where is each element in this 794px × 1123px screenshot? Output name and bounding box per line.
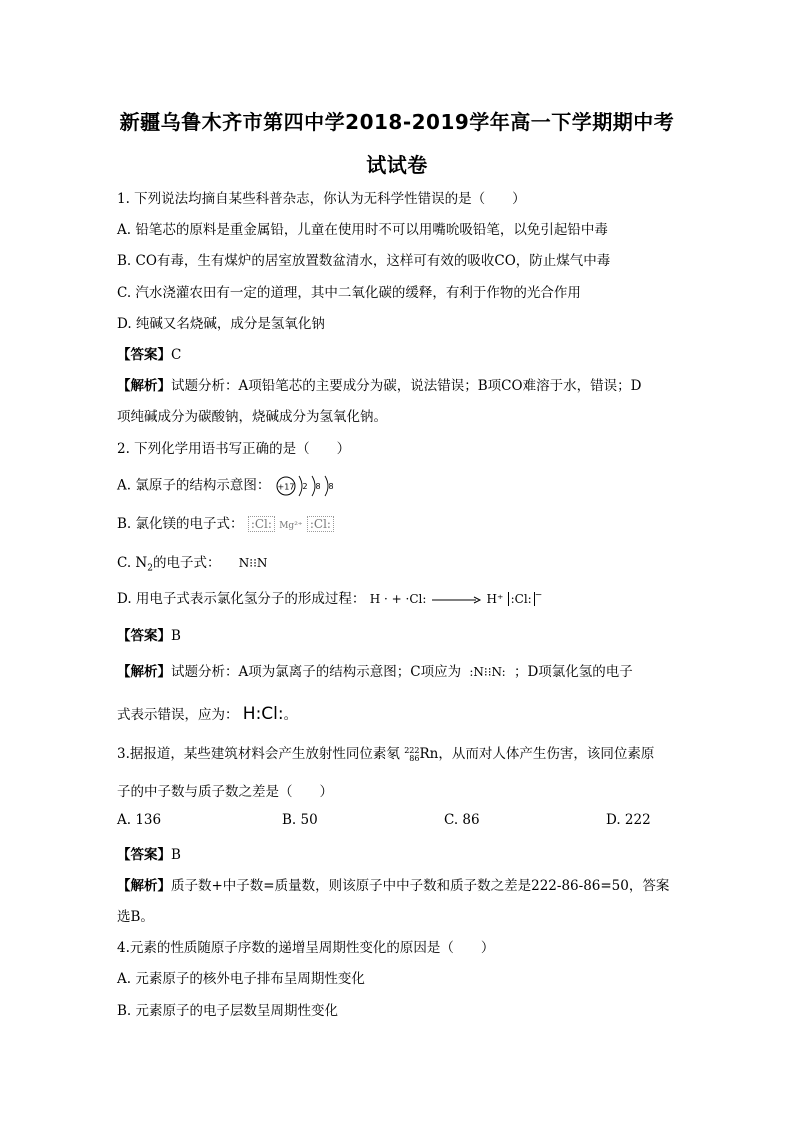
q3-option-b: B. 50 (282, 812, 318, 828)
shell-3-count: 8 (328, 482, 334, 491)
radon-symbol: Rn (419, 746, 439, 762)
q3-option-c: C. 86 (444, 812, 480, 828)
hcl-correct-formula: H:Cl: (242, 704, 284, 724)
q2-option-a (117, 472, 341, 500)
q2-option-b (117, 512, 334, 532)
shell-2-count: 8 (315, 482, 321, 491)
analysis-text-d: 。 (283, 707, 298, 723)
n2-correct-formula: :N⁝⁝N: (469, 665, 506, 679)
hcl-formation-left: H · + ·Cl: (369, 592, 431, 606)
q4-option-a: A. 元素原子的核外电子排布呈周期性变化 (117, 971, 365, 987)
q3-stem-line1 (117, 742, 654, 763)
answer-tag: 【答案】 (117, 347, 171, 363)
shell-1-count: 2 (302, 482, 308, 491)
chlorine-structure-diagram (275, 472, 341, 500)
q3-analysis-line2: 选B。 (117, 909, 154, 925)
exam-title-line1: 新疆乌鲁木齐市第四中学2018-2019学年高一下学期期中考 (119, 110, 675, 134)
q2-analysis-line1 (117, 660, 633, 680)
analysis-tag: 【解析】 (117, 378, 171, 394)
q3-analysis-line1 (117, 874, 669, 894)
analysis-tag: 【解析】 (117, 878, 171, 894)
mgcl2-electron-formula-mid: Mg²⁺ (279, 521, 303, 531)
q1-answer (117, 343, 181, 363)
q2-option-d-text: D. 用电子式表示氯化氢分子的形成过程： (117, 591, 366, 607)
n2-electron-formula: N⁝⁝N (238, 556, 268, 570)
q4-stem: 4.元素的性质随原子序数的递增呈周期性变化的原因是（ ） (117, 940, 495, 956)
q2-option-b-text: B. 氯化镁的电子式： (117, 516, 244, 532)
hcl-formation-charge: − (534, 590, 543, 601)
analysis-text-b: ；D项氯化氢的电子 (513, 664, 633, 680)
nucleus-label: +17 (277, 482, 295, 492)
q3-option-a: A. 136 (117, 812, 162, 828)
q2-option-a-text: A. 氯原子的结构示意图： (117, 477, 271, 494)
q3-option-d: D. 222 (606, 812, 651, 828)
hcl-formation-right: H⁺ (486, 592, 504, 606)
q1-option-d: D. 纯碱又名烧碱，成分是氢氧化钠 (117, 316, 325, 332)
q2-option-c-subscript: 2 (147, 563, 153, 574)
q2-option-c (117, 551, 267, 574)
q2-option-d (117, 587, 542, 607)
q1-analysis-line1 (117, 374, 641, 394)
q2-stem: 2. 下列化学用语书写正确的是（ ） (117, 441, 351, 457)
q2-analysis-line2 (117, 703, 297, 724)
mgcl2-electron-formula-left: :Cl: (248, 516, 275, 532)
analysis-text: 质子数+中子数=质量数，则该原子中中子数和质子数之差是222-86-86=50，答案 (171, 878, 670, 894)
q1-analysis-line2: 项纯碱成分为碳酸钠，烧碱成分为氢氧化钠。 (117, 409, 387, 425)
q2-answer (117, 624, 181, 644)
q1-option-c: C. 汽水浇灌农田有一定的道理，其中二氧化碳的缓释，有利于作物的光合作用 (117, 285, 581, 301)
q3-answer (117, 843, 181, 863)
answer-tag: 【答案】 (117, 847, 171, 863)
q3-stem-b: ，从而对人体产生伤害，该同位素原 (438, 746, 655, 762)
q1-stem: 1. 下列说法均摘自某些科普杂志，你认为无科学性错误的是（ ） (117, 191, 526, 207)
radon-nuclide-numbers (404, 747, 419, 763)
q1-option-b: B. CO有毒，生有煤炉的居室放置数盆清水，这样可有效的吸收CO，防止煤气中毒 (117, 253, 611, 269)
q1-option-a: A. 铅笔芯的原料是重金属铅，儿童在使用时不可以用嘴吮吸铅笔，以免引起铅中毒 (117, 222, 608, 238)
exam-title-line2: 试试卷 (366, 153, 428, 177)
analysis-tag: 【解析】 (117, 664, 171, 680)
q2-option-c-prefix: C. N (117, 555, 148, 571)
radon-atomic-number: 86 (409, 753, 420, 763)
analysis-text-c: 式表示错误，应为： (117, 707, 239, 723)
q4-option-b: B. 元素原子的电子层数呈周期性变化 (117, 1003, 339, 1019)
q3-stem-line2: 子的中子数与质子数之差是（ ） (117, 784, 333, 800)
q2-option-c-suffix: 的电子式： (152, 555, 221, 571)
answer-value: B (171, 847, 181, 863)
radon-mass-number: 222 (404, 745, 420, 755)
answer-value: C (171, 347, 182, 363)
analysis-text-a: 试题分析：A项为氯离子的结构示意图；C项应为 (171, 664, 462, 680)
answer-tag: 【答案】 (117, 628, 171, 644)
reaction-arrow (430, 595, 482, 605)
hcl-formation-ion: :Cl: (508, 592, 535, 606)
analysis-text: 试题分析：A项铅笔芯的主要成分为碳，说法错误；B项CO难溶于水，错误；D (171, 378, 642, 394)
answer-value: B (171, 628, 181, 644)
q3-stem-a: 3.据报道，某些建筑材料会产生放射性同位素氡 (117, 746, 400, 762)
mgcl2-electron-formula-right: :Cl: (307, 516, 334, 532)
